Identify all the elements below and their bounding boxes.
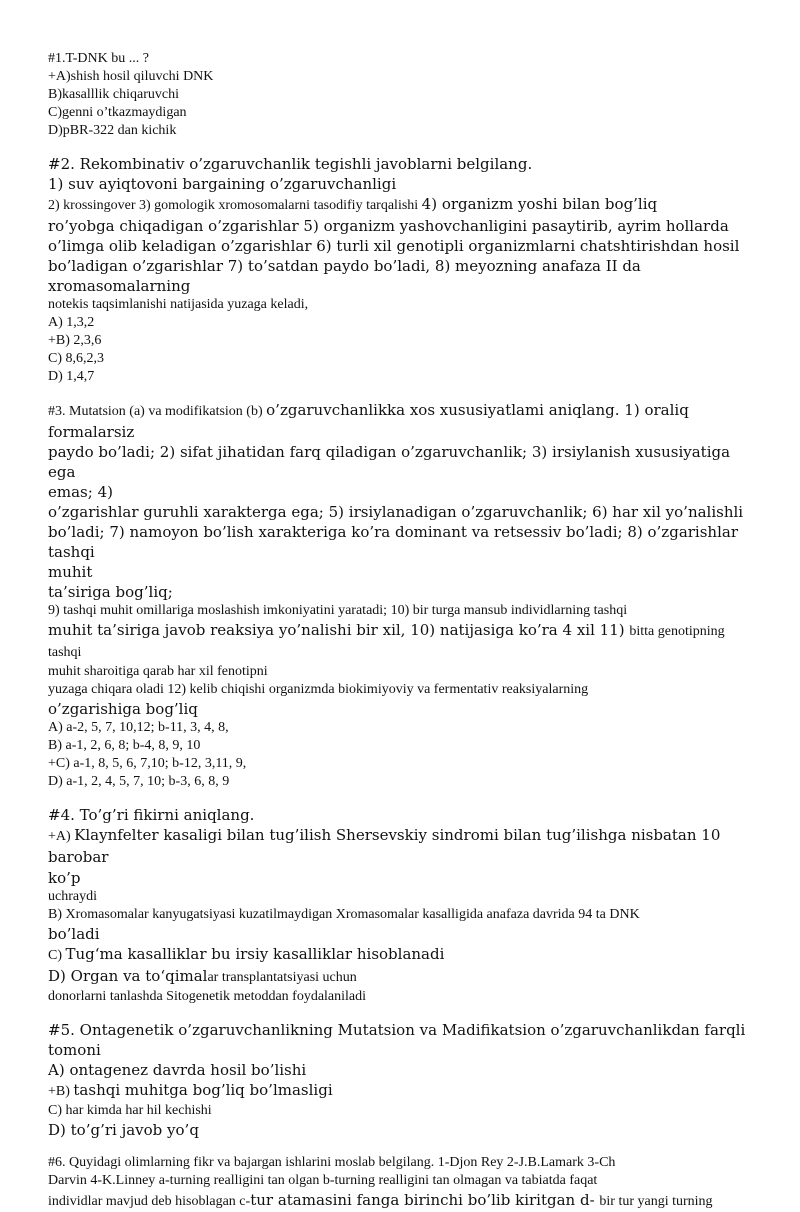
- question-5-text-segment: tashqi muhitga bog’liq bo’lmasligi: [73, 1081, 333, 1099]
- question-3-text-line: emas; 4): [48, 483, 113, 501]
- question-4-text-segment: ar transplantatsiyasi uchun: [207, 970, 357, 985]
- spacer: [48, 1006, 760, 1020]
- question-2-text-line: ro’yobga chiqadigan o’zgarishlar 5) organizm yashovchanligini pasaytirib, ayrim hollarda: [48, 217, 729, 235]
- question-5-option-c: C) har kimda har hil kechishi: [48, 1103, 212, 1118]
- question-2-text-line: bo’ladigan o’zgarishlar 7) to’satdan paydo bo’ladi, 8) meyozning anafaza II da xromasomalarning: [48, 257, 646, 295]
- question-3-text-line: muhit sharoitiga qarab har xil fenotipni: [48, 664, 268, 679]
- question-3-text-segment: #3. Mutatsion (a) va modifikatsion (b): [48, 404, 267, 419]
- question-6-text-segment: bir tur yangi turning: [599, 1194, 713, 1209]
- question-3-text-line: paydo bo’ladi; 2) sifat jihatidan farq qiladigan o’zgaruvchanlik; 3) irsiylanish xususiyatiga ega: [48, 443, 735, 481]
- question-2-option-c: C) 8,6,2,3: [48, 351, 104, 366]
- question-2-text-line: 1) suv ayiqtovoni bargaining o’zgaruvchanligi: [48, 175, 397, 193]
- question-3-text-segment: muhit ta’siriga javob reaksiya yo’nalishi bir xil, 10) natijasiga ko’ra 4 xil 11): [48, 621, 630, 639]
- question-2-text-segment: 4) organizm yoshi bilan bog’liq: [421, 195, 658, 213]
- question-1-title: #1.T-DNK bu ... ?: [48, 51, 149, 66]
- question-3-text-line: muhit: [48, 563, 93, 581]
- question-4-text-line: uchraydi: [48, 889, 97, 904]
- question-3-text-segment: o’zgaruvchanlikka xos xususiyatlami aniqlang. 1) oraliq: [266, 401, 689, 419]
- question-1: [48, 50, 760, 140]
- document-page: [48, 50, 760, 1212]
- question-4-option-a: [48, 825, 760, 868]
- question-3: [48, 400, 760, 791]
- question-3-option-b: B) a-1, 2, 6, 8; b-4, 8, 9, 10: [48, 738, 201, 753]
- question-4: [48, 805, 760, 1006]
- question-3-title: [48, 400, 760, 422]
- question-2-option-b: +B) 2,3,6: [48, 333, 102, 348]
- question-3-text-segment: bitta genotipning tashqi: [48, 624, 729, 660]
- question-2: [48, 154, 760, 386]
- question-3-text-line: ta’siriga bog’liq;: [48, 583, 173, 601]
- question-4-text-segment: C): [48, 948, 66, 963]
- question-2-option-a: A) 1,3,2: [48, 315, 95, 330]
- question-6-text-line: [48, 1190, 760, 1212]
- question-4-text-segment: +A): [48, 829, 75, 844]
- question-3-option-a: A) a-2, 5, 7, 10,12; b-11, 3, 4, 8,: [48, 720, 229, 735]
- question-3-text-line: 9) tashqi muhit omillariga moslashish imkoniyatini yaratadi; 10) bir turga mansub individlarning tashqi: [48, 603, 628, 618]
- question-2-title: #2. Rekombinativ o’zgaruvchanlik tegishli javoblarni belgilang.: [48, 155, 533, 173]
- spacer: [48, 791, 760, 805]
- question-4-text-segment: Klaynfelter kasaligi bilan tug’ilish Shersevskiy sindromi bilan tug’ilishga nisbatan 10 barobar: [48, 826, 726, 866]
- question-4-title: #4. To’g’ri fikirni aniqlang.: [48, 806, 255, 824]
- question-6-text-segment: tur atamasini fanga birinchi bo’lib kiritgan d-: [250, 1191, 600, 1209]
- question-3-text-line: formalarsiz: [48, 423, 135, 441]
- question-4-text-line: ko’p: [48, 869, 81, 887]
- question-4-option-d: [48, 966, 760, 988]
- question-3-text-line: bo’ladi; 7) namoyon bo’lish xarakteriga ko’ra dominant va retsessiv bo’ladi; 8) o’zgarishlar tashqi: [48, 523, 743, 561]
- question-3-option-c: +C) a-1, 8, 5, 6, 7,10; b-12, 3,11, 9,: [48, 756, 247, 771]
- spacer: [48, 140, 760, 154]
- question-3-text-line: yuzaga chiqara oladi 12) kelib chiqishi organizmda biokimiyoviy va fermentativ reaksiyalarning: [48, 682, 589, 697]
- question-1-option-d: D)pBR-322 dan kichik: [48, 123, 177, 138]
- question-4-text-segment: D) Organ va to‘qimal: [48, 967, 208, 985]
- question-5-option-a: A) ontagenez davrda hosil bo’lishi: [48, 1061, 307, 1079]
- question-5-text-segment: +B): [48, 1084, 74, 1099]
- question-1-option-a: +A)shish hosil qiluvchi DNK: [48, 69, 214, 84]
- question-4-option-b: B) Xromasomalar kanyugatsiyasi kuzatilmaydigan Xromasomalar kasalligida anafaza davrida 94 ta DNK: [48, 907, 640, 922]
- question-2-text-line: o’limga olib keladigan o’zgarishlar 6) turli xil genotipli organizmlarni chatshtirishdan hosil: [48, 237, 740, 255]
- question-3-text-line: [48, 620, 760, 663]
- question-1-option-b: B)kasalllik chiqaruvchi: [48, 87, 180, 102]
- question-2-option-d: D) 1,4,7: [48, 369, 95, 384]
- question-6-text-line: Darvin 4-K.Linney a-turning realligini tan olgan b-turning realligini tan olmagan va tabiatda faqat: [48, 1173, 598, 1188]
- question-5-option-b: [48, 1080, 760, 1102]
- question-2-text-line: [48, 194, 760, 216]
- question-4-text-line: bo’ladi: [48, 925, 100, 943]
- question-1-option-c: C)genni o’tkazmaydigan: [48, 105, 187, 120]
- question-3-option-d: D) a-1, 2, 4, 5, 7, 10; b-3, 6, 8, 9: [48, 774, 230, 789]
- spacer: [48, 1140, 760, 1154]
- question-5-title: #5. Ontagenetik o’zgaruvchanlikning Mutatsion va Madifikatsion o’zgaruvchanlikdan farqli tomoni: [48, 1021, 751, 1059]
- question-3-text-line: o’zgarishlar guruhli xarakterga ega; 5) irsiylanadigan o’zgaruvchanlik; 6) har xil yo’nalishli: [48, 503, 744, 521]
- question-6-text-segment: individlar mavjud deb hisoblagan c-: [48, 1194, 251, 1209]
- question-4-text-line: donorlarni tanlashda Sitogenetik metoddan foydalaniladi: [48, 989, 367, 1004]
- question-6-text-line: #6. Quyidagi olimlarning fikr va bajargan ishlarini moslab belgilang. 1-Djon Rey 2-J.B.Lamark 3-Ch: [48, 1155, 616, 1170]
- question-5: [48, 1020, 760, 1140]
- question-4-text-segment: Tug‘ma kasalliklar bu irsiy kasalliklar hisoblanadi: [65, 945, 445, 963]
- question-4-option-c: [48, 944, 760, 966]
- question-2-text-segment: 2) krossingover 3) gomologik xromosomalarni tasodifiy tarqalishi: [48, 198, 422, 213]
- question-6: [48, 1154, 760, 1212]
- question-2-text-line: notekis taqsimlanishi natijasida yuzaga keladi,: [48, 297, 309, 312]
- question-5-option-d: D) to’g’ri javob yo’q: [48, 1121, 199, 1139]
- question-3-text-line: o’zgarishiga bog’liq: [48, 700, 198, 718]
- spacer: [48, 386, 760, 400]
